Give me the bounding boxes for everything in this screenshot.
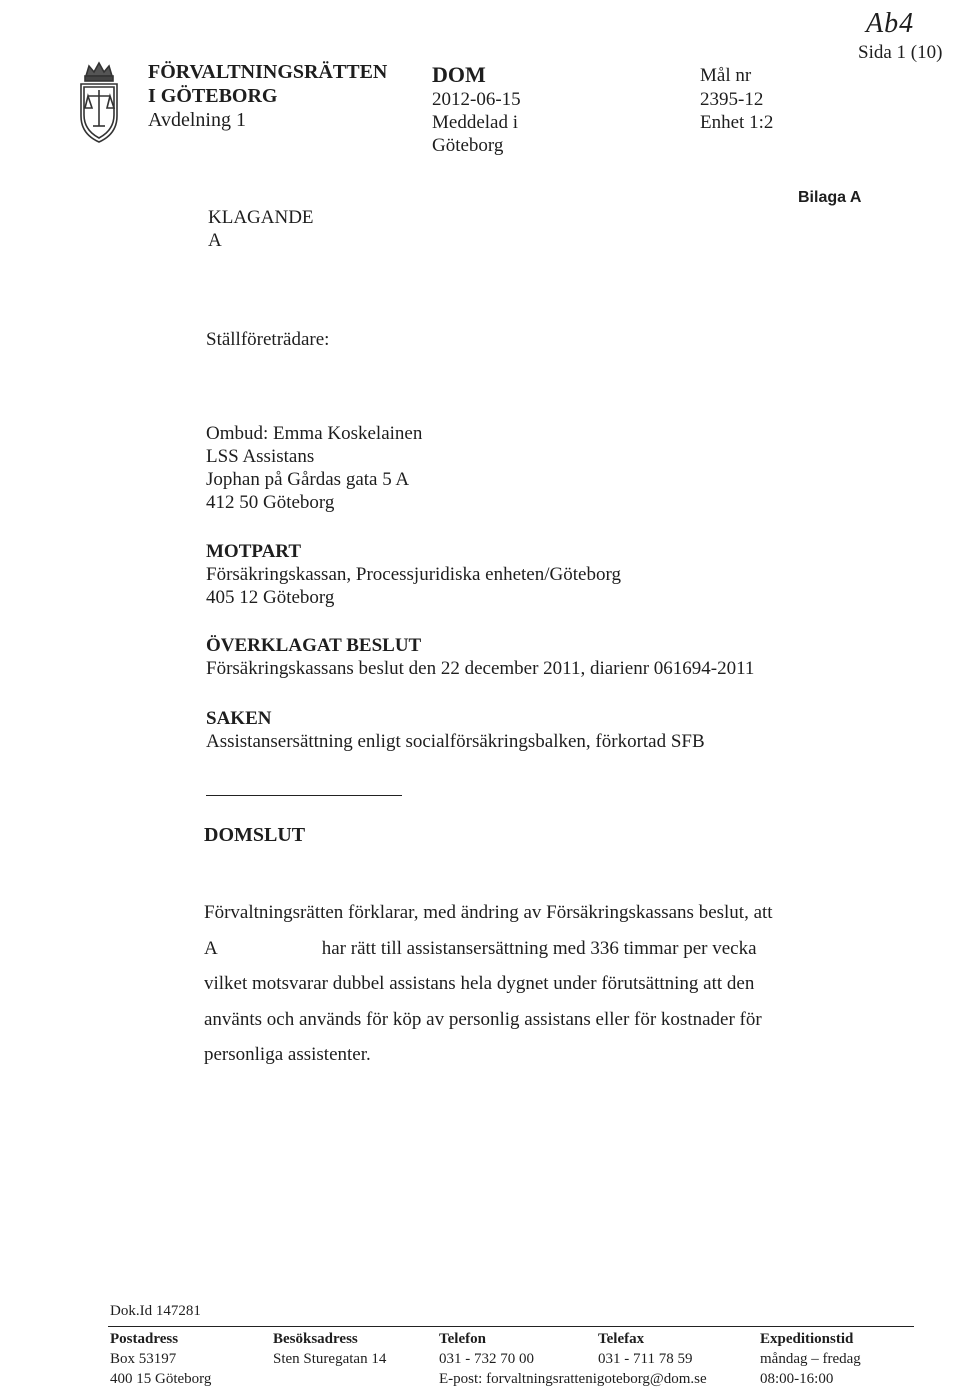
klagande-heading: KLAGANDE bbox=[208, 207, 314, 228]
klagande-section bbox=[208, 206, 314, 252]
saken-text: Assistansersättning enligt socialförsäkringsbalken, förkortad SFB bbox=[206, 731, 705, 752]
footer-value: 08:00-16:00 bbox=[760, 1371, 834, 1387]
handwritten-mark: Ab4 bbox=[866, 8, 915, 39]
domslut-paragraph bbox=[204, 895, 773, 1073]
ombud-line: LSS Assistans bbox=[206, 446, 315, 467]
coat-of-arms-icon bbox=[76, 58, 122, 144]
footer-besoksadress bbox=[273, 1329, 386, 1369]
domslut-line bbox=[204, 931, 773, 967]
footer-value: 031 - 732 70 00 bbox=[439, 1351, 534, 1367]
ombud-section bbox=[206, 422, 422, 514]
motpart-line: 405 12 Göteborg bbox=[206, 587, 335, 608]
footer-value: Box 53197 bbox=[110, 1351, 177, 1367]
domslut-line: vilket motsvarar dubbel assistans hela dygnet under förutsättning att den bbox=[204, 973, 755, 994]
domslut-heading: DOMSLUT bbox=[204, 824, 306, 846]
court-name-line2: I GÖTEBORG bbox=[148, 85, 278, 107]
motpart-heading: MOTPART bbox=[206, 541, 302, 562]
court-name bbox=[148, 60, 387, 132]
footer-value: Sten Sturegatan 14 bbox=[273, 1351, 387, 1367]
case-number: 2395-12 bbox=[700, 88, 764, 110]
domslut-line: personliga assistenter. bbox=[204, 1044, 371, 1065]
document-type: DOM bbox=[432, 62, 486, 87]
footer-label: Expeditionstid bbox=[760, 1331, 854, 1347]
domslut-party-name: A bbox=[204, 937, 218, 959]
issued-place: Göteborg bbox=[432, 135, 504, 156]
stallforetradare-label: Ställföreträdare: bbox=[206, 329, 330, 350]
footer-label: Telefax bbox=[598, 1331, 645, 1347]
footer-postadress bbox=[110, 1329, 211, 1389]
footer-divider bbox=[108, 1326, 914, 1327]
unit: Enhet 1:2 bbox=[700, 112, 774, 133]
footer-expeditionstid bbox=[760, 1329, 861, 1389]
motpart-section bbox=[206, 540, 621, 609]
footer-email: E-post: forvaltningsrattenigoteborg@dom.se bbox=[439, 1371, 707, 1387]
case-info bbox=[700, 64, 773, 135]
footer-label: Postadress bbox=[110, 1331, 179, 1347]
footer-value: måndag – fredag bbox=[760, 1351, 861, 1367]
saken-section bbox=[206, 707, 705, 753]
domslut-line: Förvaltningsrätten förklarar, med ändring av Försäkringskassans beslut, att bbox=[204, 902, 773, 923]
document-info bbox=[432, 62, 521, 157]
domslut-line-text: har rätt till assistansersättning med 336 timmar per vecka bbox=[321, 937, 757, 959]
overklagat-text: Försäkringskassans beslut den 22 december 2011, diarienr 061694-2011 bbox=[206, 658, 755, 679]
section-divider bbox=[206, 795, 402, 796]
klagande-name: A bbox=[208, 230, 222, 251]
page-number: Sida 1 (10) bbox=[858, 42, 943, 63]
motpart-line: Försäkringskassan, Processjuridiska enheten/Göteborg bbox=[206, 564, 621, 585]
footer-value: 031 - 711 78 59 bbox=[598, 1351, 693, 1367]
issued-label: Meddelad i bbox=[432, 112, 519, 133]
document-id: Dok.Id 147281 bbox=[110, 1303, 201, 1319]
court-name-line1: FÖRVALTNINGSRÄTTEN bbox=[148, 61, 388, 83]
appendix-stamp: Bilaga A bbox=[798, 189, 862, 206]
footer-label: Telefon bbox=[439, 1331, 486, 1347]
domslut-line: använts och används för köp av personlig assistans eller för kostnader för bbox=[204, 1008, 762, 1030]
ombud-line: Jophan på Gårdas gata 5 A bbox=[206, 469, 410, 490]
court-division: Avdelning 1 bbox=[148, 109, 246, 131]
footer-telefax bbox=[598, 1329, 692, 1369]
overklagat-section bbox=[206, 634, 754, 680]
footer-value: 400 15 Göteborg bbox=[110, 1371, 212, 1387]
ombud-line: Ombud: Emma Koskelainen bbox=[206, 423, 423, 444]
case-label: Mål nr bbox=[700, 65, 752, 86]
overklagat-heading: ÖVERKLAGAT BESLUT bbox=[206, 635, 422, 656]
ombud-line: 412 50 Göteborg bbox=[206, 492, 335, 513]
document-date: 2012-06-15 bbox=[432, 89, 521, 110]
saken-heading: SAKEN bbox=[206, 708, 272, 729]
footer-label: Besöksadress bbox=[273, 1331, 358, 1347]
